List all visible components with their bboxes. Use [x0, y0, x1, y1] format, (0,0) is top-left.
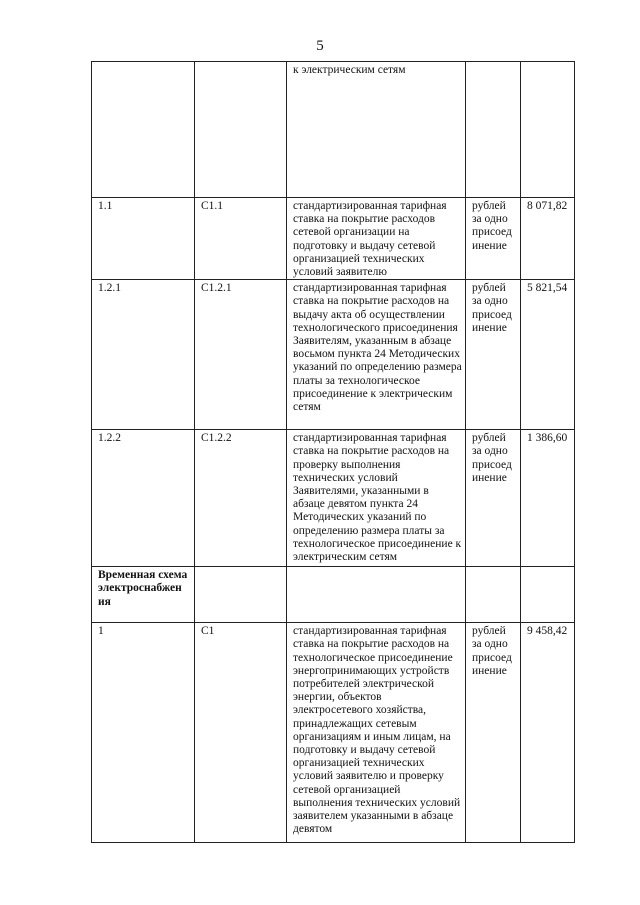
description-cell: к электрическим сетям: [287, 62, 466, 198]
table-row: [92, 623, 575, 843]
code-cell: C1.2.2: [195, 430, 287, 567]
unit-cell: [466, 567, 521, 623]
value-cell: [521, 62, 575, 198]
description-cell: стандартизированная тарифная ставка на покрытие расходов на выдачу акта об осуществлении технологического присоединения Заявителям, указанным в абзаце восьмом пункта 24 Методических указаний по определению размера платы за технологическое присоединение к электрическим сетям: [287, 280, 466, 430]
table-row: [92, 280, 575, 430]
code-cell: C1.1: [195, 198, 287, 280]
value-cell: 8 071,82: [521, 198, 575, 280]
row-number-cell: 1.2.2: [92, 430, 195, 567]
code-cell: C1: [195, 623, 287, 843]
value-cell: 9 458,42: [521, 623, 575, 843]
unit-cell: рублей за одно присоед инение: [466, 623, 521, 843]
description-cell: [287, 567, 466, 623]
value-cell: 1 386,60: [521, 430, 575, 567]
tariff-table: [91, 61, 575, 843]
description-cell: стандартизированная тарифная ставка на покрытие расходов сетевой организации на подготовку и выдачу сетевой организацией технических условий заявителю: [287, 198, 466, 280]
table-row: [92, 62, 575, 198]
row-number-cell: [92, 62, 195, 198]
code-cell: [195, 567, 287, 623]
table-row: [92, 430, 575, 567]
value-cell: 5 821,54: [521, 280, 575, 430]
row-number-cell: 1.1: [92, 198, 195, 280]
description-cell: стандартизированная тарифная ставка на покрытие расходов на технологическое присоединение энергопринимающих устройств потребителей электрической энергии, объектов электросетевого хозяйства, принадлежащих сетевым организациям и иным лицам, на подготовку и выдачу сетевой организацией технических условий заявителю и проверку сетевой организацией выполнения технических условий заявителем указанными в абзаце девятом: [287, 623, 466, 843]
row-number-cell: 1.2.1: [92, 280, 195, 430]
table-row: [92, 198, 575, 280]
row-number-cell: 1: [92, 623, 195, 843]
section-heading-cell: Временная схема электроснабжен ия: [92, 567, 195, 623]
unit-cell: рублей за одно присоед инение: [466, 280, 521, 430]
description-cell: стандартизированная тарифная ставка на покрытие расходов на проверку выполнения технических условий Заявителями, указанными в абзаце девятом пункта 24 Методических указаний по определению размера платы за технологическое присоединение к электрическим сетям: [287, 430, 466, 567]
unit-cell: рублей за одно присоед инение: [466, 198, 521, 280]
value-cell: [521, 567, 575, 623]
unit-cell: [466, 62, 521, 198]
page-number: 5: [316, 38, 324, 54]
code-cell: [195, 62, 287, 198]
unit-cell: рублей за одно присоед инение: [466, 430, 521, 567]
table-row: [92, 567, 575, 623]
code-cell: C1.2.1: [195, 280, 287, 430]
